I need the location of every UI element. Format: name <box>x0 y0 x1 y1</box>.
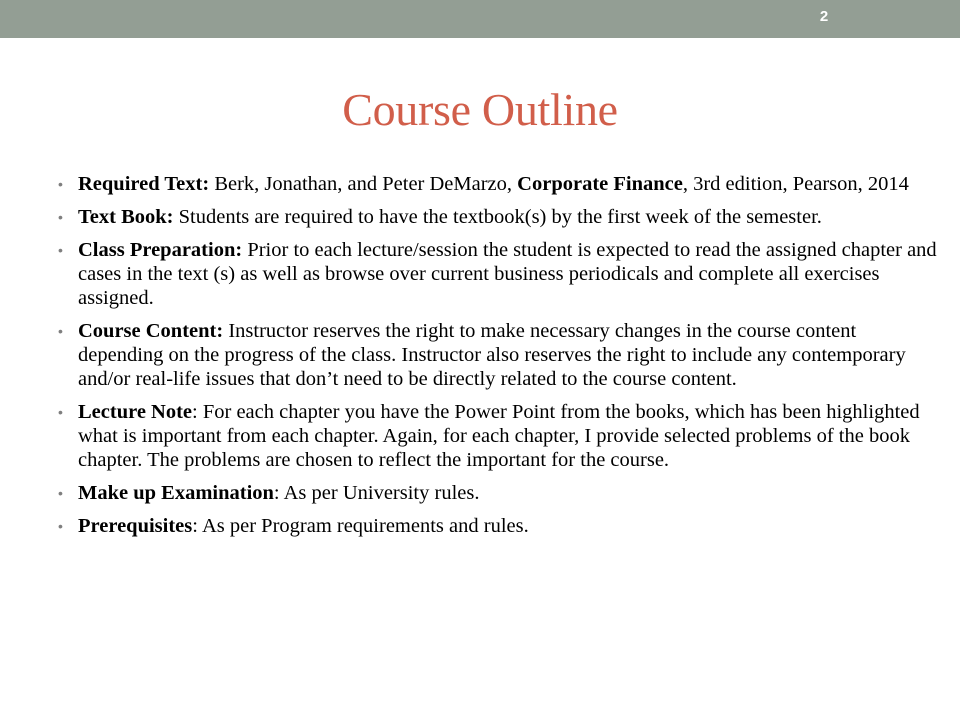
bullet-make-up-examination <box>58 481 938 505</box>
bullet-required-text <box>58 172 938 196</box>
bullet-label: Lecture Note <box>78 401 193 423</box>
bullet-dot-icon: • <box>58 404 63 420</box>
bullet-label: Required Text: <box>78 173 210 195</box>
bullet-label: Prerequisites <box>78 515 193 537</box>
bullet-dot-icon: • <box>58 485 63 501</box>
bullet-text: : For each chapter you have the Power Point from the books, which has been highlighted what is important from each chapter. Again, for each chapter, I provide selected problems of the book chapter. The problems are chosen to reflect the important for the course. <box>78 401 920 471</box>
slide-title: Course Outline <box>342 84 618 135</box>
bullet-list <box>58 172 938 547</box>
bullet-dot-icon: • <box>58 323 63 339</box>
bullet-dot-icon: • <box>58 209 63 225</box>
bullet-text: : As per University rules. <box>273 482 480 504</box>
bullet-class-preparation <box>58 238 938 310</box>
bullet-label: Class Preparation: <box>78 239 243 261</box>
bullet-course-content <box>58 319 938 391</box>
book-title: Corporate Finance <box>517 173 683 195</box>
bullet-text: Berk, Jonathan, and Peter DeMarzo, <box>209 173 518 195</box>
bullet-prerequisites <box>58 514 938 538</box>
bullet-label: Text Book: <box>78 206 174 228</box>
bullet-text: Students are required to have the textbook(s) by the first week of the semester. <box>173 206 822 228</box>
bullet-text: : As per Program requirements and rules. <box>192 515 529 537</box>
header-bar <box>0 0 960 38</box>
bullet-lecture-note <box>58 400 938 472</box>
bullet-text: , 3rd edition, Pearson, 2014 <box>682 173 909 195</box>
bullet-text: Prior to each lecture/session the student is expected to read the assigned chapter and cases in the text (s) as well as browse over current business periodicals and complete all exercises assigned. <box>78 239 937 309</box>
bullet-dot-icon: • <box>58 518 63 534</box>
bullet-dot-icon: • <box>58 242 63 258</box>
bullet-label: Make up Examination <box>78 482 274 504</box>
bullet-dot-icon: • <box>58 176 63 192</box>
slide-number: 2 <box>819 8 829 25</box>
bullet-label: Course Content: <box>78 320 224 342</box>
bullet-text-book <box>58 205 938 229</box>
bullet-text: Instructor reserves the right to make necessary changes in the course content depending on the progress of the class. Instructor also reserves the right to include any contemporary and/or real-life issues that don’t need to be directly related to the course content. <box>78 320 906 390</box>
